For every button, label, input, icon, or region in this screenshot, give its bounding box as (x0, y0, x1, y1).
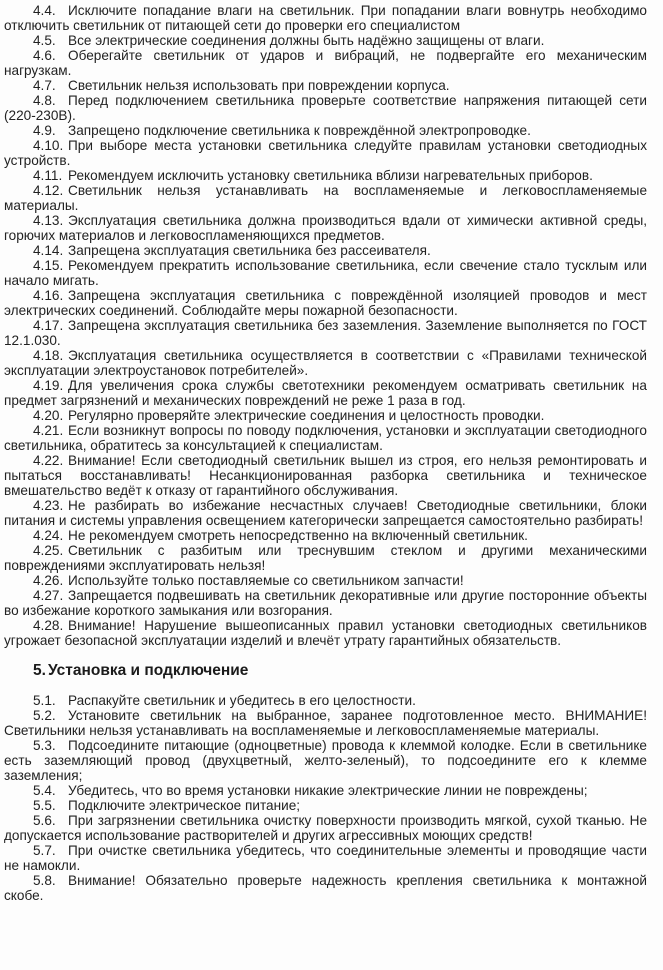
list-item-4-26 (4, 573, 647, 588)
item-text: При очистке светильника убедитесь, что соединительные элементы и проводящие части не намокли. (4, 843, 647, 873)
item-number: 4.17. (33, 318, 64, 333)
item-number: 4.21. (33, 423, 64, 438)
item-text: Запрещена эксплуатация светильника без рассеивателя. (68, 243, 431, 258)
list-item-4-18 (4, 348, 647, 378)
item-number: 4.14. (33, 243, 64, 258)
item-number: 4.25. (33, 543, 64, 558)
list-item-4-20 (4, 408, 647, 423)
item-number: 5.7. (33, 843, 56, 858)
item-text: Все электрические соединения должны быть надёжно защищены от влаги. (68, 33, 545, 48)
item-number: 4.15. (33, 258, 64, 273)
item-text: Для увеличения срока службы светотехники рекомендуем осматривать светильник на предмет загрязнений и механических повреждений не реже 1 раза в год. (4, 378, 647, 408)
item-text: Запрещена эксплуатация светильника с повреждённой изоляцией проводов и мест электрических соединений. Соблюдайте меры пожарной безопасности. (4, 288, 647, 318)
list-item-4-21 (4, 423, 647, 453)
item-text: Убедитесь, что во время установки никакие электрические линии не повреждены; (68, 783, 588, 798)
item-text: Запрещено подключение светильника к повреждённой электропроводке. (68, 123, 531, 138)
list-item-4-23 (4, 498, 647, 528)
item-text: Рекомендуем исключить установку светильника вблизи нагревательных приборов. (68, 168, 593, 183)
item-number: 4.18. (33, 348, 64, 363)
list-item-4-10 (4, 138, 647, 168)
item-number: 5.4. (33, 783, 56, 798)
item-text: Подсоедините питающие (одноцветные) провода к клеммой колодке. Если в светильнике есть заземляющий провод (двухцветный, желто-зеленый), то подсоедините его к клемме заземления; (4, 738, 647, 783)
item-text: Перед подключением светильника проверьте соответствие напряжения питающей сети (220-230В). (4, 93, 647, 123)
item-text: Установите светильник на выбранное, заранее подготовленное место. ВНИМАНИЕ! Светильники нельзя устанавливать на воспламеняемые и легковоспламеняемые материалы. (4, 708, 647, 738)
item-text: Эксплуатация светильника осуществляется в соответствии с «Правилами технической эксплуатации электроустановок потребителей». (4, 348, 647, 378)
list-item-5-2 (4, 708, 647, 738)
item-number: 4.9. (33, 123, 56, 138)
item-number: 4.13. (33, 213, 64, 228)
item-number: 5.1. (33, 693, 56, 708)
list-item-4-28 (4, 618, 647, 648)
item-number: 4.19. (33, 378, 64, 393)
list-item-4-15 (4, 258, 647, 288)
list-item-4-19 (4, 378, 647, 408)
item-text: Внимание! Обязательно проверьте надежность крепления светильника к монтажной скобе. (4, 873, 647, 903)
item-number: 5.8. (33, 873, 56, 888)
item-number: 4.24. (33, 528, 64, 543)
item-text: Эксплуатация светильника должна производиться вдали от химически активной среды, горючих материалов и легковоспламеняющихся предметов. (4, 213, 647, 243)
list-item-5-4 (4, 783, 647, 798)
item-number: 4.28. (33, 618, 64, 633)
list-item-4-7 (4, 78, 647, 93)
item-number: 4.26. (33, 573, 64, 588)
list-item-5-6 (4, 813, 647, 843)
list-item-4-8 (4, 93, 647, 123)
section-5-heading (4, 661, 647, 680)
list-item-4-16 (4, 288, 647, 318)
item-text: Светильник нельзя устанавливать на воспламеняемые и легковоспламеняемые материалы. (4, 183, 647, 213)
item-text: Подключите электрическое питание; (68, 798, 301, 813)
list-item-4-11 (4, 168, 647, 183)
list-item-4-14 (4, 243, 647, 258)
list-item-4-25 (4, 543, 647, 573)
list-item-4-27 (4, 588, 647, 618)
item-number: 4.5. (33, 33, 56, 48)
list-item-4-22 (4, 453, 647, 498)
list-item-4-9 (4, 123, 647, 138)
item-text: Исключите попадание влаги на светильник. При попадании влаги вовнутрь необходимо отключить светильник от питающей сети до проверки его специалистом (4, 3, 647, 33)
list-item-4-4 (4, 3, 647, 33)
item-text: Светильник нельзя использовать при повреждении корпуса. (68, 78, 450, 93)
item-number: 4.8. (33, 93, 56, 108)
section-4-safety-rules-list (4, 3, 647, 648)
list-item-4-13 (4, 213, 647, 243)
item-number: 4.27. (33, 588, 64, 603)
list-item-4-12 (4, 183, 647, 213)
item-number: 4.23. (33, 498, 64, 513)
item-text: Рекомендуем прекратить использование светильника, если свечение стало тусклым или начало мигать. (4, 258, 647, 288)
item-text: Распакуйте светильник и убедитесь в его целостности. (68, 693, 416, 708)
item-number: 4.22. (33, 453, 64, 468)
list-item-5-8 (4, 873, 647, 903)
item-number: 5.2. (33, 708, 56, 723)
list-item-4-24 (4, 528, 647, 543)
list-item-4-17 (4, 318, 647, 348)
list-item-5-5 (4, 798, 647, 813)
item-text: Если возникнут вопросы по поводу подключения, установки и эксплуатации светодиодного светильника, обратитесь за консультацией к специалистам. (4, 423, 647, 453)
section-5-install-steps-list (4, 693, 647, 903)
item-text: Используйте только поставляемые со светильником запчасти! (68, 573, 464, 588)
item-text: Внимание! Нарушение вышеописанных правил установки светодиодных светильников угрожает безопасной эксплуатации изделий и влечёт утрату гарантийных обязательств. (4, 618, 647, 648)
item-number: 4.16. (33, 288, 64, 303)
item-text: Не разбирать во избежание несчастных случаев! Светодиодные светильники, блоки питания и системы управления освещением категорически запрещается самостоятельно разбирать! (4, 498, 647, 528)
list-item-5-7 (4, 843, 647, 873)
item-text: Светильник с разбитым или треснувшим стеклом и другими механическими повреждениями эксплуатировать нельзя! (4, 543, 647, 573)
item-text: Запрещена эксплуатация светильника без заземления. Заземление выполняется по ГОСТ 12.1.030. (4, 318, 647, 348)
item-text: Регулярно проверяйте электрические соединения и целостность проводки. (68, 408, 545, 423)
list-item-5-1 (4, 693, 647, 708)
list-item-4-6 (4, 48, 647, 78)
item-number: 4.11. (33, 168, 63, 183)
item-text: Оберегайте светильник от ударов и вибраций, не подвергайте его механическим нагрузкам. (4, 48, 647, 78)
item-text: При выборе места установки светильника следуйте правилам установки светодиодных устройств. (4, 138, 647, 168)
item-number: 4.4. (33, 3, 56, 18)
section-5-heading-title: Установка и подключение (48, 662, 249, 679)
item-number: 5.5. (33, 798, 56, 813)
item-number: 5.3. (33, 738, 56, 753)
section-5-heading-number: 5. (33, 662, 46, 679)
item-text: Не рекомендуем смотреть непосредственно на включенный светильник. (68, 528, 528, 543)
list-item-4-5 (4, 33, 647, 48)
item-text: При загрязнении светильника очистку поверхности производить мягкой, сухой тканью. Не допускается использование растворителей и других агрессивных моющих средств! (4, 813, 647, 843)
item-text: Внимание! Если светодиодный светильник вышел из строя, его нельзя ремонтировать и пытаться восстанавливать! Несанкционированная разборка светильника и техническое вмешательство ведёт к отказу от гарантийного обслуживания. (4, 453, 647, 498)
item-number: 4.7. (33, 78, 56, 93)
item-number: 4.6. (33, 48, 56, 63)
item-text: Запрещается подвешивать на светильник декоративные или другие посторонние объекты во избежание короткого замыкания или возгорания. (4, 588, 647, 618)
item-number: 4.10. (33, 138, 64, 153)
list-item-5-3 (4, 738, 647, 783)
item-number: 4.20. (33, 408, 64, 423)
item-number: 4.12. (33, 183, 64, 198)
item-number: 5.6. (33, 813, 56, 828)
